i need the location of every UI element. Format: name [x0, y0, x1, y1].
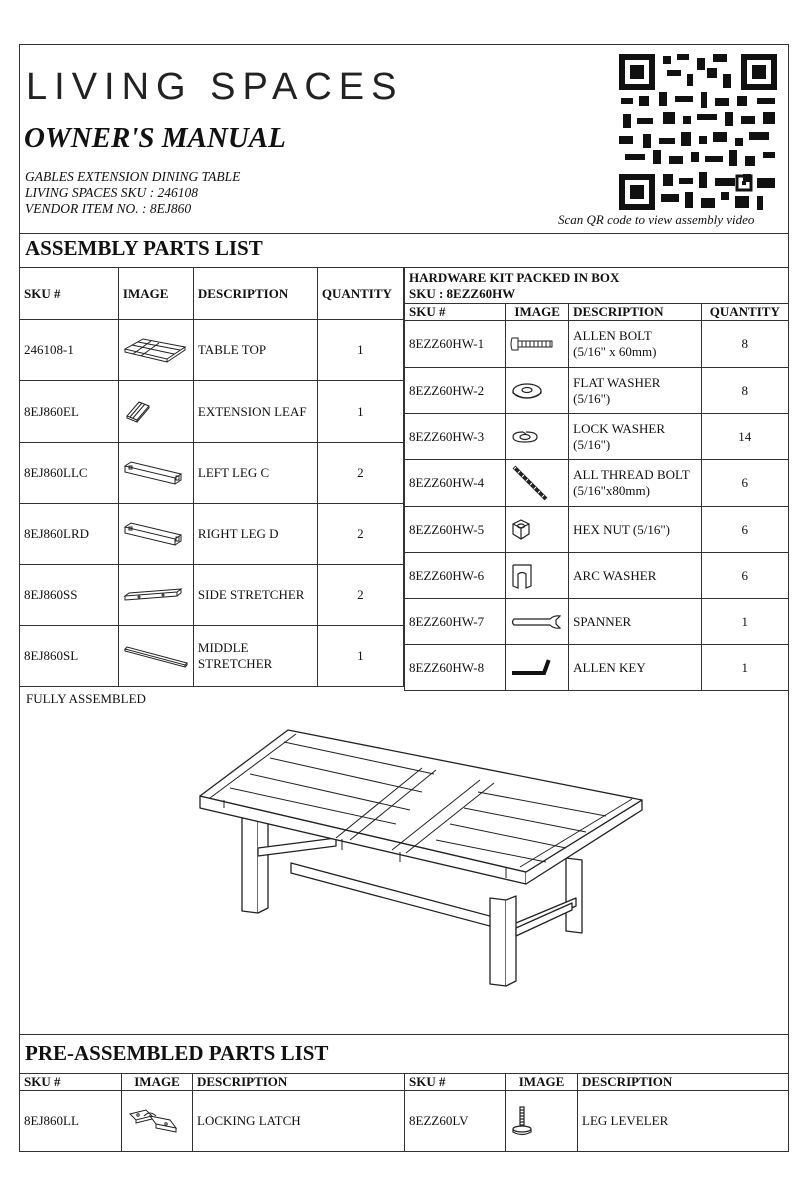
hardware-description: [569, 507, 701, 553]
leg-icon: [118, 443, 193, 504]
hardware-quantity: 14: [701, 414, 788, 460]
col-quantity: QUANTITY: [701, 304, 788, 321]
preassembled-description: LEG LEVELER: [578, 1091, 789, 1152]
part-description: TABLE TOP: [193, 320, 317, 381]
part-sku: 8EJ860SS: [20, 565, 119, 626]
part-description: EXTENSION LEAF: [193, 381, 317, 443]
table-row: [20, 381, 404, 443]
hardware-sku: 8EZZ60HW-8: [405, 645, 506, 691]
hardware-description-line2: (5/16"): [573, 390, 611, 406]
arc-washer-icon: [506, 553, 569, 599]
table-row: [405, 507, 789, 553]
hardware-description: [569, 645, 701, 691]
part-description: MIDDLE STRETCHER: [193, 626, 317, 687]
hardware-sku: 8EZZ60HW-1: [405, 321, 506, 368]
table-row: [405, 599, 789, 645]
table-row: [20, 565, 404, 626]
hardware-quantity: 8: [701, 368, 788, 414]
thread-bolt-icon: [506, 460, 569, 507]
col-quantity: QUANTITY: [317, 268, 403, 320]
hardware-quantity: 6: [701, 507, 788, 553]
part-quantity: 1: [317, 381, 403, 443]
part-description: RIGHT LEG D: [193, 504, 317, 565]
extension-leaf-icon: [118, 381, 193, 443]
hardware-description-line1: ALL THREAD BOLT: [573, 467, 690, 482]
sku-line: LIVING SPACES SKU : 246108: [25, 185, 199, 200]
hardware-sku: 8EZZ60HW-4: [405, 460, 506, 507]
table-row: [20, 320, 404, 381]
hardware-sku: 8EZZ60HW-3: [405, 414, 506, 460]
hardware-description: [569, 321, 701, 368]
preassembled-parts-title: PRE-ASSEMBLED PARTS LIST: [25, 1041, 329, 1065]
col-image: IMAGE: [506, 1074, 578, 1091]
preassembled-sku: 8EZZ60LV: [405, 1091, 506, 1152]
allen-bolt-icon: [506, 321, 569, 368]
col-image: IMAGE: [118, 268, 193, 320]
part-sku: 8EJ860SL: [20, 626, 119, 687]
hardware-kit-sku: SKU : 8EZZ60HW: [409, 285, 516, 301]
fully-assembled-label: FULLY ASSEMBLED: [26, 691, 146, 706]
col-sku: SKU #: [405, 304, 506, 321]
assembly-parts-table: [19, 267, 404, 687]
hardware-description-line1: ALLEN KEY: [573, 659, 646, 675]
table-top-icon: [118, 320, 193, 381]
divider: [19, 233, 789, 234]
flat-washer-icon: [506, 368, 569, 414]
preassembled-sku: 8EJ860LL: [20, 1091, 122, 1152]
hardware-quantity: 1: [701, 645, 788, 691]
hardware-description: [569, 414, 701, 460]
part-sku: 8EJ860LRD: [20, 504, 119, 565]
vendor-line: VENDOR ITEM NO. : 8EJ860: [25, 201, 192, 216]
hardware-sku: 8EZZ60HW-5: [405, 507, 506, 553]
hardware-description: [569, 368, 701, 414]
assembled-table-icon: [196, 728, 646, 993]
assembly-parts-title: ASSEMBLY PARTS LIST: [25, 236, 263, 260]
hardware-description-line1: ARC WASHER: [573, 567, 657, 583]
table-row: [405, 414, 789, 460]
hex-nut-icon: [506, 507, 569, 553]
col-description: DESCRIPTION: [578, 1074, 789, 1091]
part-quantity: 2: [317, 504, 403, 565]
hardware-description: [569, 599, 701, 645]
hardware-quantity: 6: [701, 553, 788, 599]
table-row: [405, 368, 789, 414]
locking-latch-icon: [122, 1091, 193, 1152]
hardware-sku: 8EZZ60HW-2: [405, 368, 506, 414]
hardware-description-line1: HEX NUT (5/16"): [573, 521, 670, 537]
hardware-description-line2: (5/16"x80mm): [573, 483, 650, 498]
table-row: [405, 553, 789, 599]
col-description: DESCRIPTION: [193, 1074, 405, 1091]
product-name: GABLES EXTENSION DINING TABLE: [25, 169, 241, 184]
col-sku: SKU #: [405, 1074, 506, 1091]
part-sku: 246108-1: [20, 320, 119, 381]
hardware-description-line2: (5/16"): [573, 436, 611, 452]
hardware-quantity: 6: [701, 460, 788, 507]
manual-title: OWNER'S MANUAL: [24, 122, 286, 154]
preassembled-parts-table: [19, 1073, 789, 1152]
qr-caption: Scan QR code to view assembly video: [558, 212, 755, 227]
table-row: [20, 626, 404, 687]
spanner-icon: [506, 599, 569, 645]
leg-icon: [118, 504, 193, 565]
hardware-description-line1: FLAT WASHER: [573, 374, 661, 390]
side-stretcher-icon: [118, 565, 193, 626]
table-row: [20, 1091, 789, 1152]
hardware-description: [569, 553, 701, 599]
hardware-description-line1: SPANNER: [573, 613, 632, 629]
table-row: [405, 321, 789, 368]
hardware-kit-header: [405, 268, 789, 304]
hardware-description: [569, 460, 701, 507]
lock-washer-icon: [506, 414, 569, 460]
hardware-quantity: 8: [701, 321, 788, 368]
hardware-sku: 8EZZ60HW-6: [405, 553, 506, 599]
part-quantity: 1: [317, 626, 403, 687]
table-row: [20, 443, 404, 504]
divider: [19, 1034, 789, 1035]
col-sku: SKU #: [20, 268, 119, 320]
part-description: LEFT LEG C: [193, 443, 317, 504]
preassembled-description: LOCKING LATCH: [193, 1091, 405, 1152]
brand-logo: LIVING SPACES: [26, 66, 404, 108]
hardware-description-line1: LOCK WASHER: [573, 420, 666, 436]
middle-stretcher-icon: [118, 626, 193, 687]
qr-code-icon[interactable]: [617, 52, 779, 212]
col-description: DESCRIPTION: [569, 304, 701, 321]
part-quantity: 2: [317, 565, 403, 626]
part-sku: 8EJ860LLC: [20, 443, 119, 504]
col-sku: SKU #: [20, 1074, 122, 1091]
col-image: IMAGE: [506, 304, 569, 321]
col-image: IMAGE: [122, 1074, 193, 1091]
leg-leveler-icon: [506, 1091, 578, 1152]
hardware-kit-table: [404, 267, 789, 691]
hardware-sku: 8EZZ60HW-7: [405, 599, 506, 645]
table-row: [405, 645, 789, 691]
part-sku: 8EJ860EL: [20, 381, 119, 443]
hardware-quantity: 1: [701, 599, 788, 645]
hardware-description-line2: (5/16" x 60mm): [573, 344, 657, 359]
hardware-description-line1: ALLEN BOLT: [573, 328, 652, 343]
allen-key-icon: [506, 645, 569, 691]
col-description: DESCRIPTION: [193, 268, 317, 320]
hardware-kit-title: HARDWARE KIT PACKED IN BOX: [409, 269, 620, 285]
table-row: [20, 504, 404, 565]
table-row: [405, 460, 789, 507]
part-quantity: 1: [317, 320, 403, 381]
part-description: SIDE STRETCHER: [193, 565, 317, 626]
part-quantity: 2: [317, 443, 403, 504]
